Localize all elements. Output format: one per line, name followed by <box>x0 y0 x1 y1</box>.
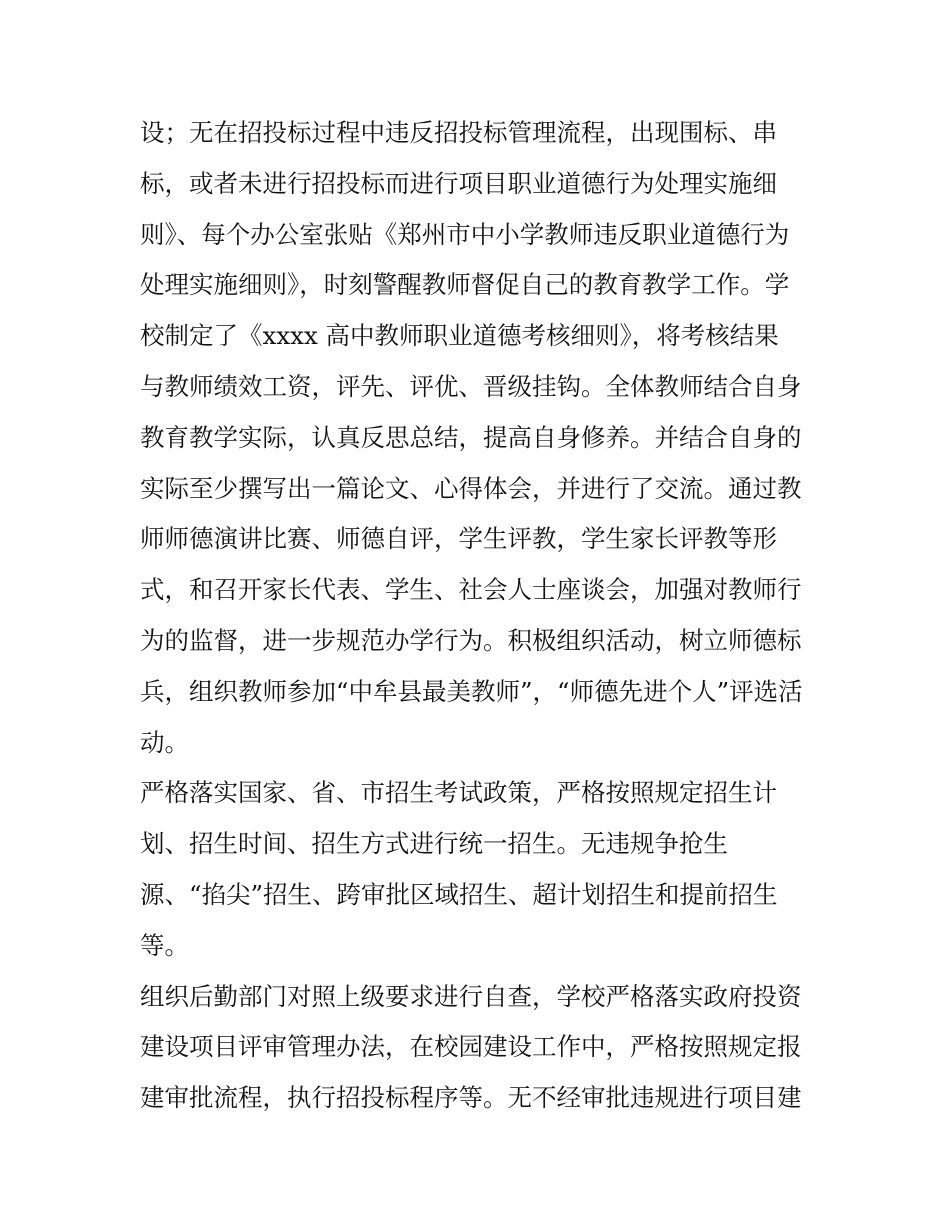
text-line: 组织后勤部门对照上级要求进行自查，学校严格落实政府投资 <box>140 981 802 1011</box>
text-line: 校制定了《xxxx 高中教师职业道德考核细则》，将考核结果 <box>140 321 779 351</box>
text-line: 动。 <box>140 727 189 757</box>
paragraph-construction-review <box>140 972 820 1124</box>
text-line: 教育教学实际，认真反思总结，提高自身修养。并结合自身的 <box>140 422 802 452</box>
text-line: 师师德演讲比赛、师德自评，学生评教，学生家长评教等形 <box>140 524 777 554</box>
text-line: 实际至少撰写出一篇论文、心得体会，并进行了交流。通过教 <box>140 473 802 503</box>
text-line: 划、招生时间、招生方式进行统一招生。无违规争抢生 <box>140 829 728 859</box>
text-line: 源、“掐尖”招生、跨审批区域招生、超计划招生和提前招生 <box>140 879 778 909</box>
text-line: 兵，组织教师参加“中牟县最美教师”，“师德先进个人”评选活 <box>140 676 803 706</box>
text-line: 建设项目评审管理办法，在校园建设工作中，严格按照规定报 <box>140 1032 802 1062</box>
text-line: 严格落实国家、省、市招生考试政策，严格按照规定招生计 <box>140 778 777 808</box>
text-line: 式，和召开家长代表、学生、社会人士座谈会，加强对教师行 <box>140 575 802 605</box>
text-line: 与教师绩效工资，评先、评优、晋级挂钩。全体教师结合自身 <box>140 371 802 401</box>
paragraph-enrollment-policy <box>140 768 820 971</box>
text-line: 建审批流程，执行招投标程序等。无不经审批违规进行项目建 <box>140 1083 802 1113</box>
text-line: 则》、每个办公室张贴《郑州市中小学教师违反职业道德行为 <box>140 219 790 249</box>
text-line: 标，或者未进行招投标而进行项目职业道德行为处理实施细 <box>140 168 777 198</box>
paragraph-teacher-ethics <box>140 108 820 768</box>
text-line: 为的监督，进一步规范办学行为。积极组织活动，树立师德标 <box>140 625 802 655</box>
text-line: 处理实施细则》，时刻警醒教师督促自己的教育教学工作。学 <box>140 270 790 300</box>
text-line: 等。 <box>140 930 189 960</box>
text-line: 设；无在招投标过程中违反招投标管理流程，出现围标、串 <box>140 118 777 147</box>
document-body <box>140 108 820 1124</box>
